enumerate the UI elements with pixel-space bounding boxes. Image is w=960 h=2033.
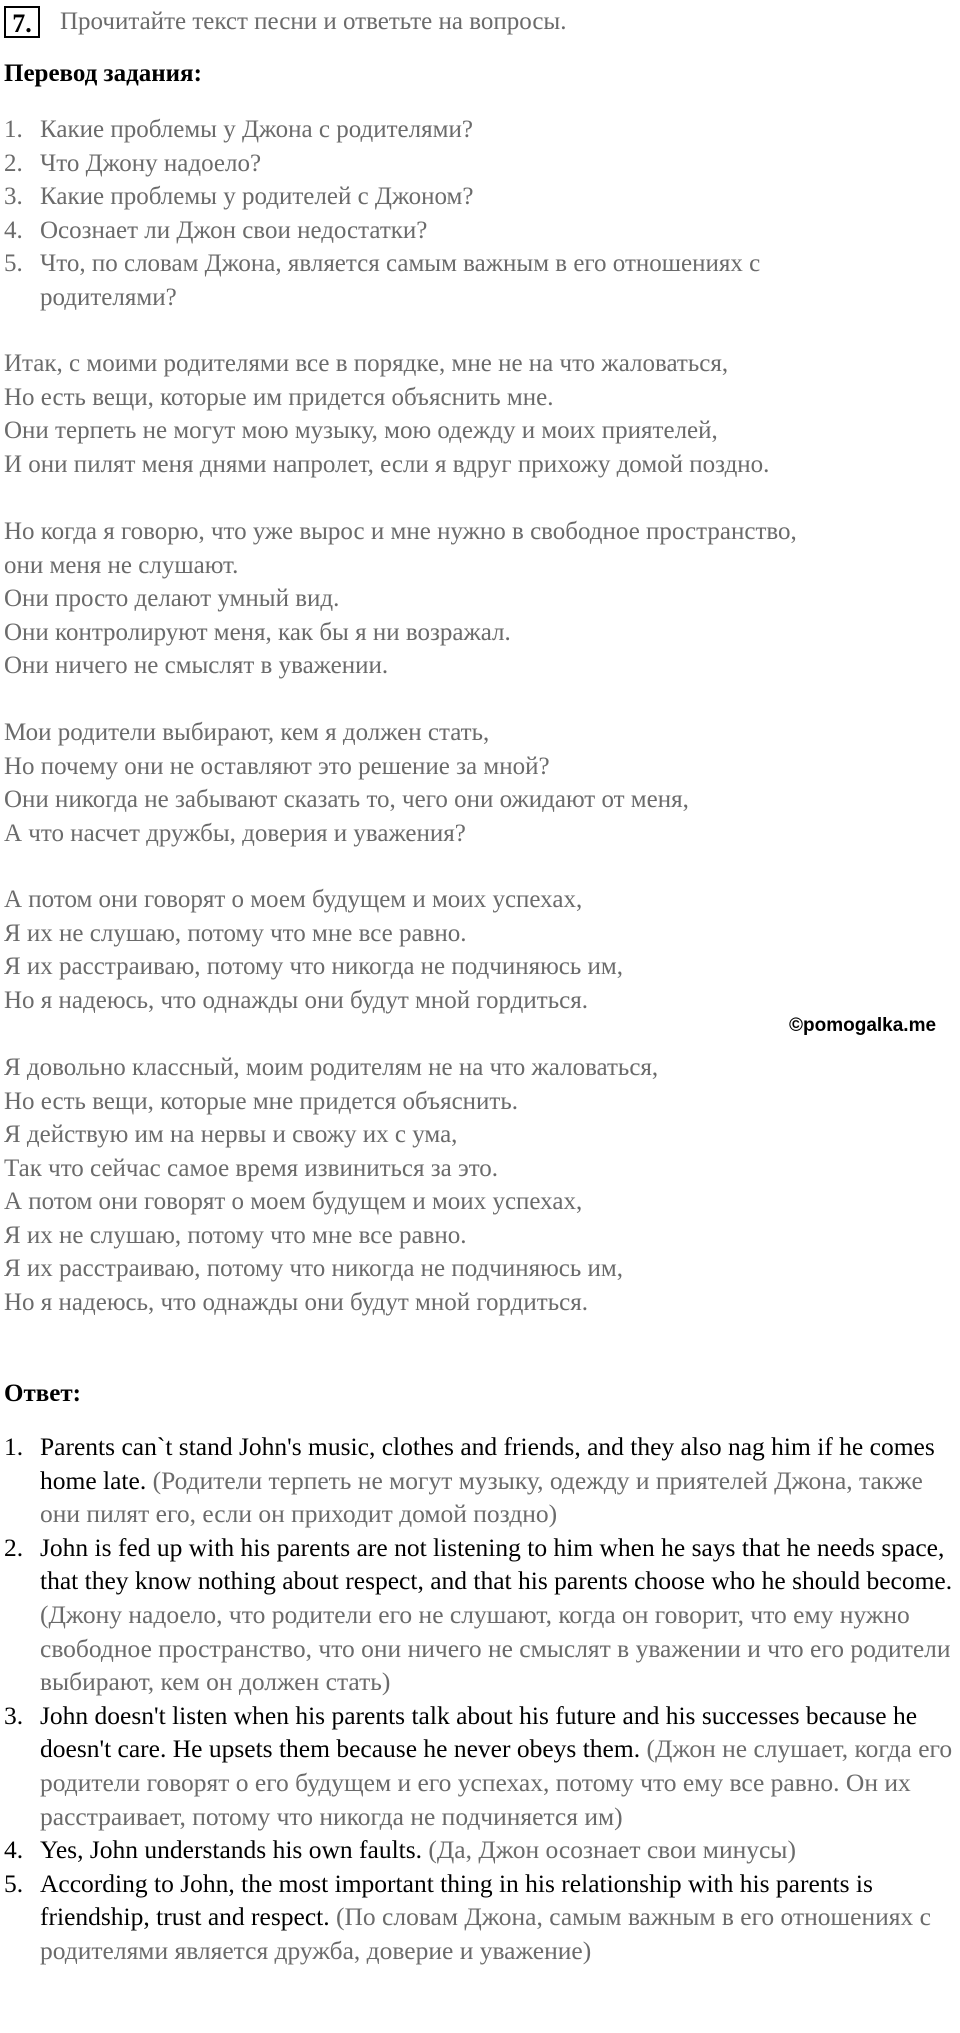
lyric-line: Но я надеюсь, что однажды они будут мной гордиться. [4, 986, 588, 1014]
question-text: Какие проблемы у родителей с Джоном? [40, 183, 474, 210]
answer-number: 1. [4, 1432, 24, 1461]
lyric-line: Но когда я говорю, что уже вырос и мне нужно в свободное пространство, [4, 518, 797, 545]
task-number: 7. [4, 6, 40, 38]
question-number: 5. [4, 250, 23, 277]
lyric-line: И они пилят меня днями напролет, если я вдруг прихожу домой поздно. [4, 450, 770, 478]
question-text: Что, по словам Джона, является самым важным в его отношениях с родителями? [40, 250, 761, 311]
question-text: Какие проблемы у Джона с родителями? [40, 116, 473, 143]
lyric-line: Я действую им на нервы и свожу их с ума, [4, 1121, 458, 1148]
question-number: 3. [4, 183, 23, 210]
watermark: ©pomogalka.me [789, 1015, 937, 1036]
lyric-line: Я их расстраиваю, потому что никогда не подчиняюсь им, [4, 953, 623, 980]
answer-text [40, 1430, 956, 1531]
answer-text [40, 1531, 956, 1699]
answer-text [40, 1833, 956, 1867]
lyric-line: Они контролируют меня, как бы я ни возражал. [4, 618, 511, 646]
lyric-line: Они ничего не смыслят в уважении. [4, 652, 389, 679]
lyric-line: Я их не слушаю, потому что мне все равно. [4, 1221, 467, 1249]
question-item [4, 214, 944, 248]
answer-number: 4. [4, 1835, 24, 1865]
lyric-line: А что насчет дружбы, доверия и уважения? [4, 819, 466, 847]
answer-number: 5. [4, 1868, 24, 1898]
answer-number: 2. [4, 1532, 24, 1562]
question-item [4, 180, 944, 214]
lyric-line: Но есть вещи, которые мне придется объяснить. [4, 1087, 519, 1115]
answer-russian: (Родители терпеть не могут музыку, одежду и приятелей Джона, также они пилят его, если он приходит домой поздно) [40, 1465, 923, 1529]
answer-item [4, 1867, 956, 1968]
lyrics-verse-4 [4, 883, 954, 1017]
lyric-line: Я их не слушаю, потому что мне все равно. [4, 919, 467, 947]
answer-label: Ответ: [4, 1380, 81, 1407]
question-text: Осознает ли Джон свои недостатки? [40, 216, 428, 244]
lyric-line: Они никогда не забывают сказать то, чего они ожидают от меня, [4, 786, 689, 813]
answer-item [4, 1699, 956, 1833]
lyric-line: Они просто делают умный вид. [4, 585, 340, 612]
task-instruction: Прочитайте текст песни и ответьте на вопросы. [60, 8, 567, 35]
question-item [4, 113, 944, 147]
lyric-line: Так что сейчас самое время извиниться за это. [4, 1154, 499, 1182]
question-item [4, 247, 944, 314]
question-text: Что Джону надоело? [40, 149, 262, 177]
answer-text [40, 1867, 956, 1968]
lyric-line: Но есть вещи, которые им придется объяснить мне. [4, 383, 554, 411]
answer-english: John doesn't listen when his parents talk about his future and his successes because he doesn't care. He upsets them because he never obeys them. [40, 1700, 918, 1764]
lyrics-verse-5 [4, 1051, 954, 1319]
lyrics-verse-3 [4, 716, 954, 850]
answer-russian: (Джон не слушает, когда его родители говорят о его будущем и его успехах, потому что ему все равно. Он их расстраивает, потому что никогда не подчиняется им) [40, 1734, 953, 1831]
lyric-line: Я их расстраиваю, потому что никогда не подчиняюсь им, [4, 1255, 623, 1282]
answer-russian: (По словам Джона, самым важным в его отношениях с родителями является дружба, доверие и уважение) [40, 1902, 931, 1965]
answer-english: Parents can`t stand John's music, clothes and friends, and they also nag him if he comes home late. [40, 1432, 935, 1495]
answer-text [40, 1699, 956, 1833]
question-number: 4. [4, 216, 23, 244]
lyric-line: Я довольно классный, моим родителям не на что жаловаться, [4, 1054, 659, 1081]
answer-item [4, 1430, 956, 1531]
answer-russian: (Да, Джон осознает свои минусы) [428, 1835, 796, 1865]
translation-label: Перевод задания: [4, 60, 202, 87]
answer-english: Yes, John understands his own faults. [40, 1835, 423, 1865]
lyric-line: Мои родители выбирают, кем я должен стать, [4, 719, 490, 746]
question-number: 1. [4, 116, 23, 143]
lyric-line: Но почему они не оставляют это решение за мной? [4, 752, 550, 780]
answer-item [4, 1833, 956, 1867]
answer-number: 3. [4, 1700, 24, 1730]
task-header [4, 4, 566, 40]
question-number: 2. [4, 149, 23, 177]
answer-english: John is fed up with his parents are not listening to him when he says that he needs space, that they know nothing about respect, and that his parents choose who he should become. [40, 1532, 953, 1596]
lyrics-verse-1 [4, 347, 954, 481]
answer-list [4, 1430, 956, 1968]
lyric-line: Они терпеть не могут мою музыку, мою одежду и моих приятелей, [4, 417, 718, 444]
answer-english: According to John, the most important thing in his relationship with his parents is friendship, trust and respect. [40, 1868, 873, 1932]
question-list [4, 113, 944, 314]
lyric-line: Итак, с моими родителями все в порядке, мне не на что жаловаться, [4, 350, 729, 377]
lyric-line: Но я надеюсь, что однажды они будут мной гордиться. [4, 1288, 588, 1316]
lyric-line: А потом они говорят о моем будущем и моих успехах, [4, 1188, 583, 1215]
lyric-line: они меня не слушают. [4, 551, 239, 579]
lyrics-verse-2 [4, 515, 954, 683]
question-item [4, 147, 944, 181]
lyric-line: А потом они говорят о моем будущем и моих успехах, [4, 886, 583, 913]
answer-russian: (Джону надоело, что родители его не слушают, когда он говорит, что ему нужно свободное пространство, что они ничего не смыслят в уважении и что его родители выбирают, кем он должен стать) [40, 1599, 951, 1697]
answer-item [4, 1531, 956, 1699]
